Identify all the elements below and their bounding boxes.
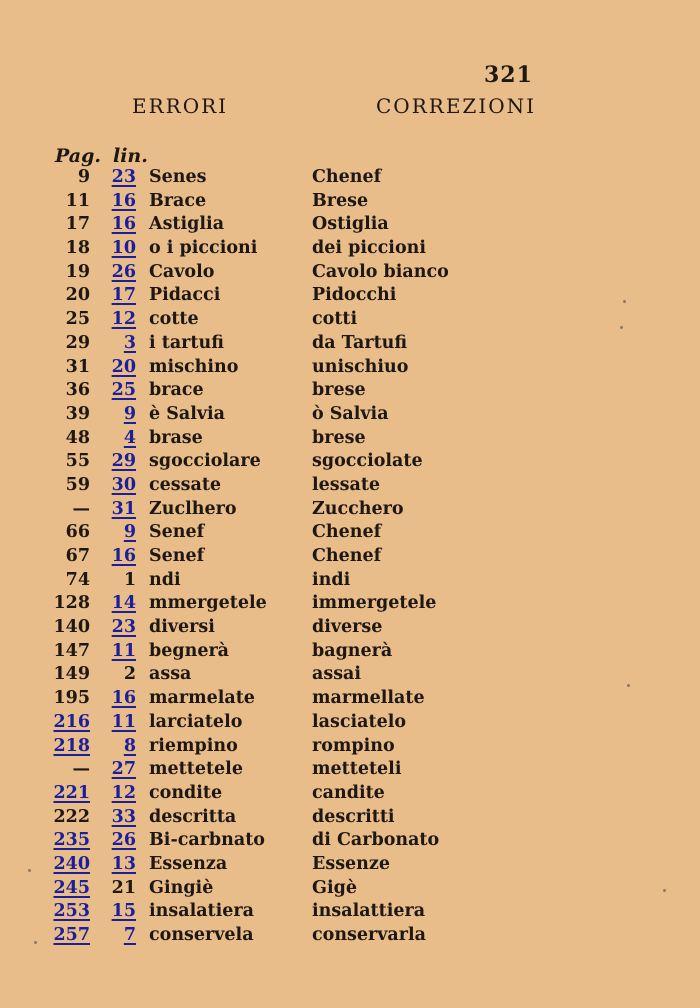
correction-text: Gigè	[312, 877, 357, 898]
error-text: brace	[149, 380, 204, 401]
page-reference: 222	[53, 806, 90, 827]
correction-text: di Carbonato	[312, 830, 440, 851]
line-reference[interactable]: 16	[111, 190, 136, 211]
error-text: mmergetele	[149, 593, 267, 614]
errata-row	[0, 356, 700, 380]
page-reference[interactable]: 221	[53, 782, 90, 803]
page-reference[interactable]: 253	[53, 901, 90, 922]
page-reference: 29	[65, 332, 90, 353]
correction-text: lessate	[312, 474, 381, 495]
errata-row	[0, 474, 700, 498]
error-text: condite	[149, 782, 223, 803]
correzioni-heading: CORREZIONI	[376, 94, 537, 118]
error-text: Zuclhero	[149, 498, 237, 519]
line-reference[interactable]: 4	[123, 427, 136, 448]
line-reference[interactable]: 29	[111, 451, 136, 472]
correction-text: Essenze	[312, 853, 390, 874]
errata-row	[0, 806, 700, 830]
errata-row	[0, 213, 700, 237]
error-text: insalatiera	[149, 901, 254, 922]
page-reference: 128	[53, 593, 90, 614]
correction-text: Ostiglia	[312, 214, 389, 235]
error-text: riempino	[149, 735, 238, 756]
paper-speck	[627, 684, 630, 687]
correction-text: immergetele	[312, 593, 437, 614]
page-reference: 31	[65, 356, 90, 377]
page-reference[interactable]: 257	[53, 925, 90, 945]
line-reference[interactable]: 20	[111, 356, 136, 377]
page-reference: 66	[65, 522, 90, 543]
page-reference: 19	[65, 261, 90, 282]
error-text: Astiglia	[149, 214, 225, 235]
error-text: diversi	[149, 617, 215, 638]
error-text: Bi-carbnato	[149, 830, 265, 851]
error-text: o i piccioni	[149, 238, 258, 259]
errori-heading: ERRORI	[132, 94, 229, 118]
correction-text: Zucchero	[312, 498, 404, 519]
page-reference: 11	[65, 190, 90, 211]
paper-speck	[28, 869, 31, 872]
page-reference: 36	[65, 380, 90, 401]
correction-text: Chenef	[312, 546, 382, 566]
line-reference: 1	[123, 569, 136, 590]
page-reference: 18	[65, 238, 90, 259]
line-reference[interactable]: 16	[111, 214, 136, 235]
page-reference: —	[72, 759, 90, 780]
correction-text: candite	[312, 782, 385, 803]
page-reference: 147	[53, 640, 90, 661]
errata-row	[0, 616, 700, 640]
correction-text: cotti	[312, 309, 358, 330]
line-reference[interactable]: 26	[111, 830, 136, 851]
line-reference[interactable]: 27	[111, 759, 136, 780]
correction-text: unischiuo	[312, 356, 409, 377]
line-reference[interactable]: 23	[111, 617, 136, 638]
line-reference[interactable]: 9	[123, 403, 136, 424]
line-reference: 2	[123, 664, 136, 685]
errata-row	[0, 569, 700, 593]
error-text: cotte	[149, 309, 199, 330]
correction-text: insalattiera	[312, 901, 426, 922]
correction-text: da Tartufi	[312, 332, 408, 353]
correction-text: marmellate	[312, 688, 425, 709]
error-text: marmelate	[149, 688, 255, 709]
line-reference[interactable]: 16	[111, 688, 136, 709]
line-reference[interactable]: 9	[123, 522, 136, 543]
paper-speck	[623, 300, 626, 303]
page-reference: 74	[65, 569, 90, 590]
error-text: larciatelo	[149, 711, 243, 732]
page-reference[interactable]: 216	[53, 711, 90, 732]
page-reference: 20	[65, 285, 90, 306]
line-reference[interactable]: 16	[111, 546, 136, 566]
line-reference[interactable]: 7	[123, 925, 136, 945]
line-reference[interactable]: 3	[123, 332, 136, 353]
line-reference[interactable]: 10	[111, 238, 136, 259]
errata-row	[0, 450, 700, 474]
error-text: i tartufi	[149, 332, 224, 353]
page-reference: 59	[65, 474, 90, 495]
correction-text: rompino	[312, 735, 395, 756]
page-reference: —	[72, 498, 90, 519]
errata-row	[0, 853, 700, 877]
line-reference[interactable]: 26	[111, 261, 136, 282]
errata-row	[0, 758, 700, 782]
errata-row	[0, 877, 700, 901]
errata-row	[0, 498, 700, 522]
page-reference: 48	[65, 427, 90, 448]
correction-text: dei piccioni	[312, 238, 426, 259]
errata-row	[0, 687, 700, 711]
correction-text: Brese	[312, 190, 369, 211]
page-reference[interactable]: 218	[53, 735, 90, 756]
page-reference: 39	[65, 403, 90, 424]
line-reference[interactable]: 8	[123, 735, 136, 756]
line-reference[interactable]: 11	[111, 640, 136, 661]
line-reference[interactable]: 31	[111, 498, 136, 519]
errata-row	[0, 782, 700, 806]
correction-text: conservarla	[312, 925, 426, 945]
errata-row	[0, 190, 700, 214]
error-text: sgocciolare	[149, 451, 261, 472]
errata-row	[0, 379, 700, 403]
error-text: Pidacci	[149, 285, 221, 306]
lin-heading: lin.	[113, 145, 148, 167]
errata-row	[0, 829, 700, 853]
error-text: Senef	[149, 522, 205, 543]
error-text: brase	[149, 427, 203, 448]
line-reference[interactable]: 12	[111, 309, 136, 330]
correction-text: Chenef	[312, 522, 382, 543]
errata-row	[0, 427, 700, 451]
errata-row	[0, 735, 700, 759]
line-reference[interactable]: 17	[111, 285, 136, 306]
correction-text: Cavolo bianco	[312, 261, 449, 282]
line-reference[interactable]: 15	[111, 901, 136, 922]
page-reference[interactable]: 240	[53, 853, 90, 874]
errata-row	[0, 711, 700, 735]
errata-row	[0, 166, 700, 190]
errata-row	[0, 924, 700, 948]
line-reference[interactable]: 23	[111, 167, 136, 187]
pag-heading: Pag.	[55, 145, 101, 167]
paper-speck	[663, 889, 666, 892]
paper-speck	[620, 326, 623, 329]
errata-row	[0, 403, 700, 427]
line-reference[interactable]: 12	[111, 782, 136, 803]
error-text: descritta	[149, 806, 237, 827]
error-text: begnerà	[149, 640, 230, 661]
error-text: Gingiè	[149, 877, 214, 898]
errata-row	[0, 545, 700, 569]
error-text: assa	[149, 664, 192, 685]
error-text: Brace	[149, 190, 207, 211]
correction-text: ò Salvia	[312, 403, 389, 424]
errata-row	[0, 663, 700, 687]
page-reference: 9	[77, 167, 90, 187]
page-reference: 149	[53, 664, 90, 685]
line-reference[interactable]: 14	[111, 593, 136, 614]
error-text: conservela	[149, 925, 254, 945]
errata-row	[0, 900, 700, 924]
page-reference: 55	[65, 451, 90, 472]
correction-text: bagnerà	[312, 640, 393, 661]
error-text: Cavolo	[149, 261, 215, 282]
errata-table	[0, 166, 700, 948]
page-reference: 140	[53, 617, 90, 638]
error-text: mischino	[149, 356, 239, 377]
errata-row	[0, 237, 700, 261]
error-text: è Salvia	[149, 403, 226, 424]
errata-row	[0, 640, 700, 664]
line-reference: 21	[111, 877, 136, 898]
correction-text: descritti	[312, 806, 395, 827]
correction-text: Chenef	[312, 167, 382, 187]
errata-row	[0, 332, 700, 356]
page-reference[interactable]: 235	[53, 830, 90, 851]
errata-row	[0, 592, 700, 616]
line-reference[interactable]: 33	[111, 806, 136, 827]
errata-row	[0, 308, 700, 332]
error-text: mettetele	[149, 759, 243, 780]
error-text: cessate	[149, 474, 222, 495]
correction-text: metteteli	[312, 759, 402, 780]
correction-text: assai	[312, 664, 362, 685]
correction-text: brese	[312, 380, 366, 401]
correction-text: lasciatelo	[312, 711, 407, 732]
error-text: ndi	[149, 569, 181, 590]
page-number: 321	[484, 62, 533, 88]
correction-text: Pidocchi	[312, 285, 397, 306]
errata-row	[0, 284, 700, 308]
paper-speck	[34, 941, 37, 944]
correction-text: sgocciolate	[312, 451, 423, 472]
line-reference[interactable]: 13	[111, 853, 136, 874]
error-text: Essenza	[149, 853, 228, 874]
line-reference[interactable]: 30	[111, 474, 136, 495]
page-reference: 195	[53, 688, 90, 709]
correction-text: brese	[312, 427, 366, 448]
line-reference[interactable]: 25	[111, 380, 136, 401]
errata-row	[0, 261, 700, 285]
error-text: Senes	[149, 167, 207, 187]
page-reference: 17	[65, 214, 90, 235]
correction-text: indi	[312, 569, 351, 590]
page-reference[interactable]: 245	[53, 877, 90, 898]
page-reference: 67	[65, 546, 90, 566]
errata-row	[0, 521, 700, 545]
line-reference[interactable]: 11	[111, 711, 136, 732]
correction-text: diverse	[312, 617, 383, 638]
error-text: Senef	[149, 546, 205, 566]
page-reference: 25	[65, 309, 90, 330]
